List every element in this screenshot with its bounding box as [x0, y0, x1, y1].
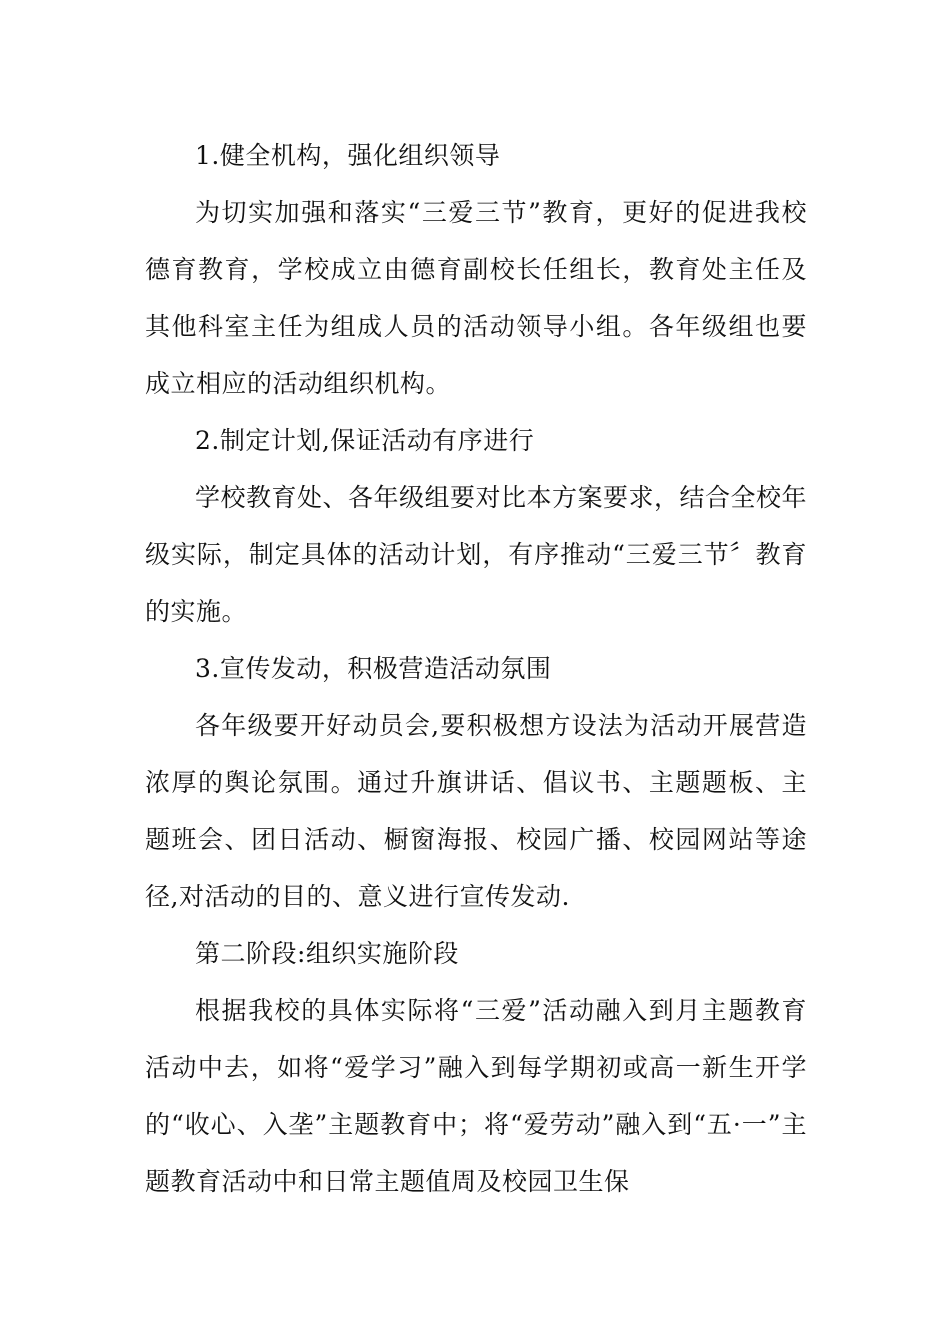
paragraph-publicity-channels: 各年级要开好动员会,要积极想方设法为活动开展营造浓厚的舆论氛围。通过升旗讲话、倡议书、主题题板、主题班会、团日活动、橱窗海报、校园广播、校园网站等途径,对活动的目的、意义进行宣传发动.	[145, 711, 807, 911]
heading-stage-two: 第二阶段:组织实施阶段	[195, 939, 459, 968]
heading-publicity: 3.宣传发动，积极营造活动氛围	[195, 654, 552, 683]
paragraph-stage-two-implementation: 根据我校的具体实际将“三爱”活动融入到月主题教育活动中去，如将“爱学习”融入到每学期初或高一新生开学的“收心、入垄”主题教育中；将“爱劳动”融入到“五·一”主题教育活动中和日常主题值周及校园卫生保	[145, 996, 807, 1196]
heading-establish-organization: 1.健全机构，强化组织领导	[195, 141, 501, 170]
heading-make-plan: 2.制定计划,保证活动有序进行	[195, 426, 535, 455]
paragraph-activity-plan: 学校教育处、各年级组要对比本方案要求，结合全校年级实际，制定具体的活动计划，有序推动“三爱三节〞教育的实施。	[145, 483, 808, 626]
paragraph-leadership-group: 为切实加强和落实“三爱三节”教育，更好的促进我校德育教育，学校成立由德育副校长任组长，教育处主任及其他科室主任为组成人员的活动领导小组。各年级组也要成立相应的活动组织机构。	[145, 198, 807, 398]
document-body	[145, 127, 807, 1210]
